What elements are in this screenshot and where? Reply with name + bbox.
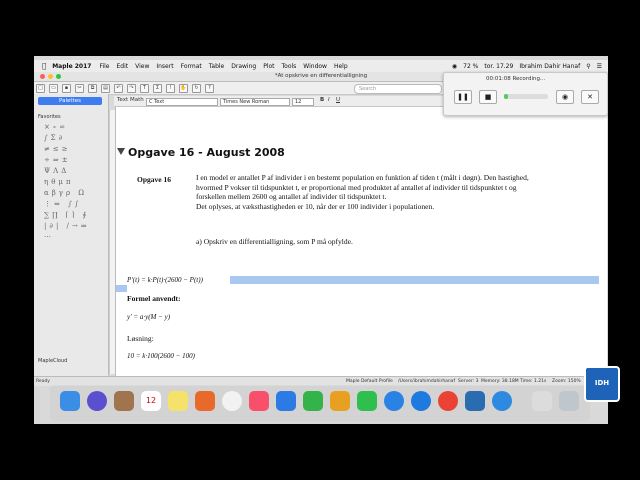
text-mode-button[interactable]: Text [117, 97, 129, 103]
italic-icon[interactable]: I [328, 97, 330, 103]
menu-insert[interactable]: Insert [152, 62, 170, 70]
math-input-2[interactable]: y′ = a·y(M − y) [127, 313, 171, 321]
palettes-button[interactable]: Palettes [38, 97, 102, 105]
menu-format[interactable]: Format [176, 62, 198, 70]
copy-icon[interactable]: ⧉ [88, 84, 97, 93]
messages-icon[interactable] [384, 391, 404, 411]
audio-level-fill [504, 94, 508, 99]
app-menu[interactable]: Maple 2017 [48, 62, 88, 70]
close-recorder-button[interactable]: ✕ [581, 90, 599, 104]
section-collapse-icon[interactable] [117, 148, 125, 155]
new-icon[interactable]: □ [36, 84, 45, 93]
calendar-icon[interactable]: 12 [141, 391, 161, 411]
facetime-icon[interactable] [357, 391, 377, 411]
music-icon[interactable] [249, 391, 269, 411]
problem-paragraph-2: Det oplyses, at væksthastigheden er 10, når der er 100 individer i populationen. [196, 202, 435, 212]
search-icon[interactable]: ⚲ [586, 62, 591, 70]
problem-paragraph-1: I en model er antallet P af individer i en bestemt population en funktion af tiden t (målt i døgn). Den hastighed, hvormed P vokser til tidspunktet t, er proportional med produktet af antallet af individer til tidspunktet t og forskellen mellem 2600 og antallet af individer til tidspunktet t. [196, 173, 529, 202]
menu-help[interactable]: Help [329, 62, 344, 70]
math-input-1[interactable]: P′(t) = k·P(t)·(2600 − P(t)) [127, 276, 203, 284]
selection-highlight-2 [116, 285, 127, 292]
audio-level-meter [504, 94, 548, 99]
losning-label: Løsning: [127, 334, 154, 343]
math-mode-button[interactable]: Math [130, 97, 144, 103]
close-icon[interactable] [40, 74, 45, 79]
menu-tools[interactable]: Tools [277, 62, 293, 70]
mac-menubar [34, 60, 608, 72]
math-icon[interactable]: Σ [153, 84, 162, 93]
menu-list-icon[interactable]: ☰ [596, 62, 602, 70]
save-icon[interactable]: ▪ [62, 84, 71, 93]
battery-percent[interactable]: 72 % [463, 62, 479, 70]
status-ready: Ready [36, 379, 50, 384]
restart-icon[interactable]: ↻ [192, 84, 201, 93]
user-name[interactable]: Ibrahim Dahir Hanaf [519, 62, 581, 70]
menu-view[interactable]: View [130, 62, 146, 70]
open-icon[interactable]: ▭ [49, 84, 58, 93]
style-select[interactable]: C Text [146, 98, 218, 106]
font-select[interactable]: Times New Roman [220, 98, 290, 106]
siri-icon[interactable] [87, 391, 107, 411]
status-profile: Maple Default Profile [346, 379, 393, 384]
safari-icon[interactable] [411, 391, 431, 411]
math-input-3[interactable]: 10 = k·100(2600 − 100) [127, 352, 195, 360]
menu-edit[interactable]: Edit [112, 62, 124, 70]
downloads-icon[interactable] [532, 391, 552, 411]
notes-app-icon[interactable] [114, 391, 134, 411]
status-path: /Users/ibrahimdahirhanaf [398, 379, 456, 384]
paste-icon[interactable]: ▤ [101, 84, 110, 93]
pages-icon[interactable] [330, 391, 350, 411]
section-heading: Opgave 16 - August 2008 [128, 146, 285, 159]
symbol-palette[interactable]: ×∘∞ ∫Σ∂ ≠≤≥ ÷⇒± ΨΛΔ ηθμπ αβγρ Ω ⋮⇔ ∫∫ ∑∏ ⌈⌉ ∮ |∂| /→⇒ ⋯ [44, 123, 90, 241]
trash-icon[interactable] [559, 391, 579, 411]
books-icon[interactable] [195, 391, 215, 411]
menu-table[interactable]: Table [204, 62, 221, 70]
status-server: Server: 3 [458, 379, 479, 384]
stop-button[interactable]: ■ [479, 90, 497, 104]
status-zoom: Zoom: 150% [552, 379, 581, 384]
search-input[interactable]: Search [354, 84, 442, 94]
window-title: *At opskrive en differentialligning [34, 72, 608, 82]
clock[interactable]: tor. 17.29 [484, 62, 514, 70]
camera-button[interactable]: ◉ [556, 90, 574, 104]
finder-icon[interactable] [60, 391, 80, 411]
photos-icon[interactable] [222, 391, 242, 411]
undo-icon[interactable]: ↶ [114, 84, 123, 93]
keynote-icon[interactable] [276, 391, 296, 411]
recording-status: 00:01:08 Recording... [486, 76, 546, 82]
cut-icon[interactable]: ✂ [75, 84, 84, 93]
numbers-icon[interactable] [303, 391, 323, 411]
channel-logo: IDH [584, 366, 620, 402]
status-time: Time: 1.21s [520, 379, 547, 384]
menu-file[interactable]: File [95, 62, 106, 70]
problem-text [196, 173, 536, 212]
chrome-icon[interactable] [438, 391, 458, 411]
help-icon[interactable]: ? [205, 84, 214, 93]
maplecloud-header[interactable]: MapleCloud [38, 358, 68, 364]
pause-button[interactable]: ❚❚ [454, 90, 472, 104]
formel-label: Formel anvendt: [127, 294, 181, 303]
text-icon[interactable]: T [140, 84, 149, 93]
status-memory: Memory: 38.18M [481, 379, 519, 384]
apple-icon[interactable] [42, 62, 46, 70]
zoom-app-icon[interactable] [492, 391, 512, 411]
wifi-icon[interactable]: ◉ [451, 62, 458, 70]
menu-plot[interactable]: Plot [259, 62, 271, 70]
question-a: a) Opskriv en differentialligning, som P må opfylde. [196, 237, 353, 246]
execute-icon[interactable]: ! [166, 84, 175, 93]
bold-icon[interactable]: B [320, 97, 325, 103]
window-controls [40, 74, 61, 79]
minimize-icon[interactable] [48, 74, 53, 79]
size-select[interactable]: 12 [292, 98, 314, 106]
stickies-icon[interactable] [168, 391, 188, 411]
selection-highlight [230, 276, 599, 284]
exercise-label: Opgave 16 [137, 175, 171, 184]
redo-icon[interactable]: ↷ [127, 84, 136, 93]
menu-window[interactable]: Window [299, 62, 323, 70]
maple-icon[interactable] [465, 391, 485, 411]
underline-icon[interactable]: U [336, 97, 341, 103]
stop-icon[interactable]: ✋ [180, 84, 187, 91]
zoom-icon[interactable] [56, 74, 61, 79]
menu-drawing[interactable]: Drawing [227, 62, 252, 70]
favorites-header[interactable]: Favorites [38, 114, 61, 120]
